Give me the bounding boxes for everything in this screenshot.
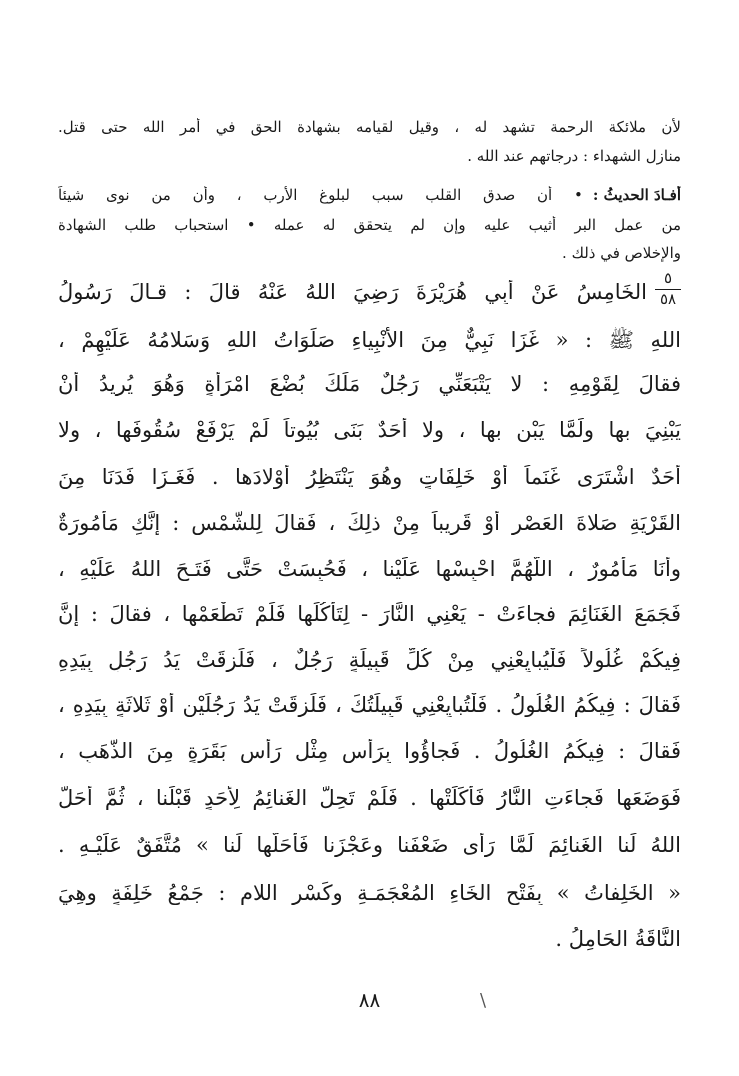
hadith-line: أَحَدٌ اشْتَرَى غَنَماً أَوْ خَلِفَاتٍ وهُوَ يَنْتَظِرُ أَوْلادَها . فَغَـزَا فَدَنَا مِنَ <box>58 465 681 489</box>
hadith-number-marker <box>655 270 681 308</box>
hadith-line: فَقالَ : فِيكُمُ الغُلُولُ . فَجاؤُوا بِرَأْسٍ مِثْلِ رَأْسِ بَقَرَةٍ مِنَ الذَّهَبِ ، <box>58 739 681 763</box>
lessons-line: من عمل البر أثيب عليه وإن لم يتحقق له عمله • استحباب طلب الشهادة <box>58 216 681 234</box>
hadith-line: فَقالَ : فِيكُمُ الغُلُولُ . فَلْتُبايِعْنِي قَبِيلَتُكَ ، فَلَزِقَتْ يَدُ رَجُلَيْنِ أَوْ ثَلاثَةٍ بِيَدِهِ ، <box>58 693 681 717</box>
hadith-line: فِيكُمْ غُلُولاً فَلْيُبايِعْنِي مِنْ كُلِّ قَبِيلَةٍ رَجُلٌ ، فَلَزِقَتْ يَدُ رَجُلٍ بِيَدِهِ <box>58 648 681 672</box>
footnote-line: لأن ملائكة الرحمة تشهد له ، وقيل لقيامه بشهادة الحق في أمر الله حتى قتل. <box>58 118 681 136</box>
hadith-line: فَجَمَعَ الغَنَائِمَ فجاءَتْ - يَعْنِي النَّارَ - لِتَأْكُلَها فَلَمْ تَطْعَمْها ، فقالَ : إِنَّ <box>58 602 681 626</box>
hadith-line: الخَامِسُ عَنْ أَبِي هُرَيْرَةَ رَضِيَ اللهُ عَنْهُ قالَ : قـالَ رَسُولُ <box>58 280 647 304</box>
page-number: ٨٨ <box>358 988 381 1012</box>
hadith-page-ref: ٥٨ <box>655 289 681 308</box>
lessons-line: والإخلاص في ذلك . <box>562 244 681 262</box>
lessons-first-line <box>58 186 681 204</box>
hadith-line: فَوَضَعَها فَجاءَتِ النَّارُ فَأَكَلَتْها . فَلَمْ تَحِلَّ الغَنائِمُ لِأَحَدٍ قَبْلَنا ، ثُمَّ أَحَلَّ <box>58 786 681 810</box>
hadith-line: فقالَ لِقَوْمِهِ : لا يَتْبَعَنِّي رَجُلٌ مَلَكَ بُضْعَ امْرَأَةٍ وَهُوَ يُرِيدُ أَنْ <box>58 372 681 396</box>
explanation-line: النَّاقَةُ الحَامِلُ . <box>555 927 681 951</box>
hadith-line: اللهِ ﷺ : « غَزَا نَبِيٌّ مِنَ الأَنْبِياءِ صَلَوَاتُ اللهِ وَسَلامُهُ عَلَيْهِمْ ، <box>58 328 681 352</box>
lessons-line: • أن صدق القلب سبب لبلوغ الأرب ، وأن من نوى شيئاً <box>58 186 583 204</box>
explanation-line: « الخَلِفاتُ » بِفَتْحِ الخَاءِ المُعْجَمَـةِ وكَسْرِ اللامِ : جَمْعُ خَلِفَةٍ وهِيَ <box>58 881 681 905</box>
hadith-line: وأَنَا مَأْمُورٌ ، اللَّهُمَّ احْبِسْها عَلَيْنا ، فَحُبِسَتْ حَتَّى فَتَـحَ اللهُ عَلَيْهِ ، <box>58 557 681 581</box>
lessons-heading: أفـادَ الحديثُ : <box>592 186 681 204</box>
hadith-number: ٥ <box>663 269 673 287</box>
stray-mark: \ <box>480 990 487 1011</box>
footnote-line: منازل الشهداء : درجاتهم عند الله . <box>467 147 681 165</box>
hadith-line: يَبْنِيَ بها ولَمَّا يَبْنِ بها ، ولا أَحَدٌ بَنَى بُيُوتاً لَمْ يَرْفَعْ سُقُوفَها ، ولا <box>58 418 681 442</box>
hadith-line: القَرْيَةِ صَلاةَ العَصْرِ أَوْ قَرِيباً مِنْ ذلِكَ ، فَقالَ لِلشَّمْسِ : إِنَّكِ مَأْمُورَةٌ <box>58 511 681 535</box>
hadith-line: اللهُ لَنا الغَنائِمَ لَمَّا رَأَى ضَعْفَنا وعَجْزَنا فَأَحَلَّها لَنا » مُتَّفَقٌ عَلَيْـهِ . <box>58 833 681 857</box>
